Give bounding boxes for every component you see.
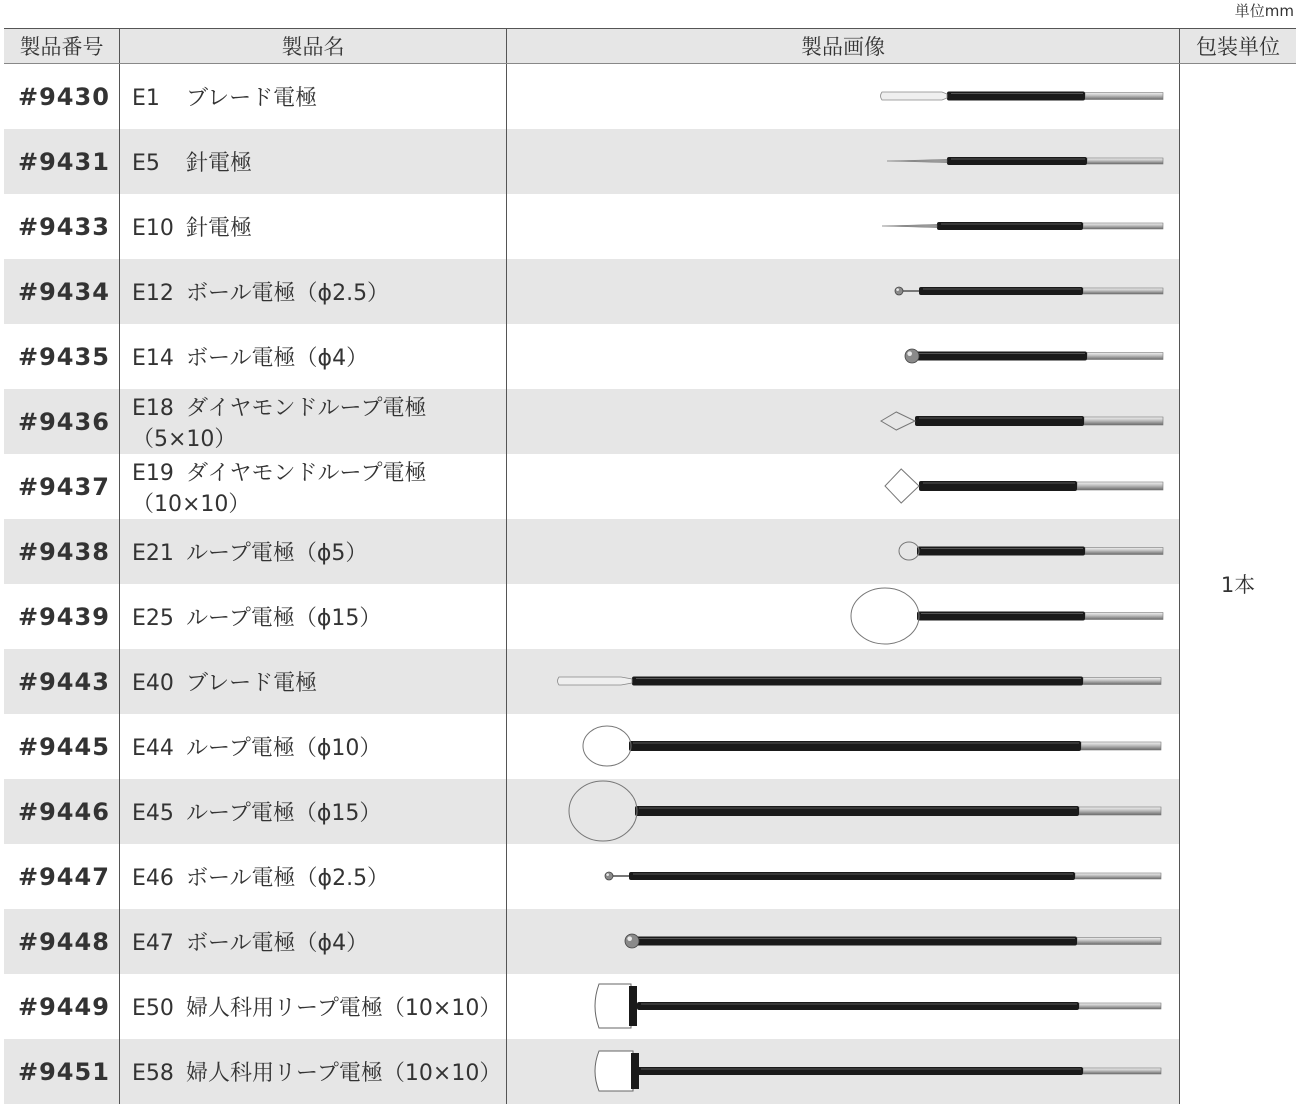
product-code: E50	[132, 996, 174, 1021]
electrode-shaft	[1083, 1068, 1161, 1074]
product-image-cell	[507, 714, 1180, 779]
product-image-cell	[507, 129, 1180, 194]
header-package: 包装単位	[1180, 29, 1297, 64]
product-image-cell	[507, 64, 1180, 130]
product-code: E40	[132, 671, 174, 696]
electrode-shaft	[1085, 548, 1163, 555]
product-code: E47	[132, 931, 174, 956]
electrode-image	[507, 1039, 1179, 1104]
product-name: 針電極	[186, 216, 253, 241]
table-row	[4, 389, 1296, 454]
product-number: #9438	[4, 519, 120, 584]
product-name: ボール電極（ϕ2.5）	[186, 866, 390, 891]
product-name: 針電極	[186, 151, 253, 176]
table-header-row	[4, 29, 1296, 64]
product-name: ループ電極（ϕ15）	[186, 606, 382, 631]
electrode-image	[507, 714, 1179, 779]
product-image-cell	[507, 519, 1180, 584]
header-image: 製品画像	[507, 29, 1180, 64]
electrode-handle	[637, 1067, 1083, 1075]
product-image-cell	[507, 1039, 1180, 1104]
product-name-cell	[120, 844, 507, 909]
table-body	[4, 64, 1296, 1105]
product-table	[4, 28, 1296, 1104]
header-number: 製品番号	[4, 29, 120, 64]
package-unit: 1本	[1180, 64, 1297, 1105]
product-name: ブレード電極	[186, 86, 318, 111]
electrode-image	[507, 974, 1179, 1039]
product-name: ダイヤモンドループ電極（5×10）	[132, 395, 427, 452]
product-image-cell	[507, 194, 1180, 259]
electrode-image	[507, 129, 1179, 194]
product-number: #9439	[4, 584, 120, 649]
table-row	[4, 844, 1296, 909]
electrode-handle	[917, 547, 1085, 556]
product-code: E14	[132, 346, 174, 371]
product-name: ループ電極（ϕ15）	[186, 801, 382, 826]
table-row	[4, 909, 1296, 974]
product-code: E12	[132, 281, 174, 306]
table-row	[4, 194, 1296, 259]
table-row	[4, 454, 1296, 519]
electrode-handle	[632, 677, 1083, 686]
electrode-shaft	[1087, 353, 1163, 360]
product-name-cell	[120, 259, 507, 324]
electrode-shaft	[1083, 223, 1163, 229]
product-name-cell	[120, 779, 507, 844]
electrode-tip	[882, 224, 937, 227]
table-row	[4, 649, 1296, 714]
electrode-handle	[917, 612, 1085, 621]
product-code: E19	[132, 460, 174, 486]
electrode-tip	[595, 1051, 639, 1091]
electrode-tip	[595, 984, 637, 1028]
electrode-tip	[885, 469, 919, 503]
table-row	[4, 129, 1296, 194]
electrode-tip	[851, 588, 919, 644]
product-name-cell	[120, 1039, 507, 1104]
electrode-shaft	[1077, 482, 1163, 490]
electrode-tip	[887, 159, 947, 162]
header-name: 製品名	[120, 29, 507, 64]
electrode-shaft	[1077, 938, 1161, 945]
product-number: #9445	[4, 714, 120, 779]
product-name-cell	[120, 584, 507, 649]
product-image-cell	[507, 909, 1180, 974]
electrode-tip	[881, 412, 915, 430]
electrode-image	[507, 909, 1179, 974]
electrode-tip	[605, 872, 629, 880]
product-number: #9431	[4, 129, 120, 194]
product-name: 婦人科用リープ電極（10×10）	[186, 1061, 502, 1086]
product-name: ダイヤモンドループ電極（10×10）	[132, 460, 427, 517]
electrode-shaft	[1085, 93, 1163, 100]
electrode-tip	[558, 677, 633, 685]
product-number: #9447	[4, 844, 120, 909]
product-code: E44	[132, 736, 174, 761]
product-name-cell	[120, 714, 507, 779]
product-image-cell	[507, 584, 1180, 649]
product-name: ループ電極（ϕ10）	[186, 736, 382, 761]
table-row	[4, 259, 1296, 324]
electrode-shaft	[1079, 807, 1161, 815]
electrode-tip	[899, 542, 919, 560]
product-image-cell	[507, 389, 1180, 454]
electrode-shaft	[1084, 417, 1163, 425]
product-code: E5	[132, 151, 160, 176]
product-number: #9446	[4, 779, 120, 844]
product-name: 婦人科用リープ電極（10×10）	[186, 996, 502, 1021]
table-row	[4, 779, 1296, 844]
electrode-image	[507, 584, 1179, 649]
product-code: E21	[132, 541, 174, 566]
electrode-handle	[947, 92, 1085, 101]
product-image-cell	[507, 779, 1180, 844]
product-name-cell	[120, 909, 507, 974]
product-code: E25	[132, 606, 174, 631]
product-image-cell	[507, 974, 1180, 1039]
product-code: E46	[132, 866, 174, 891]
electrode-handle	[937, 222, 1083, 230]
electrode-shaft	[1081, 742, 1161, 750]
product-name-cell	[120, 389, 507, 454]
product-number: #9430	[4, 64, 120, 130]
table-row	[4, 714, 1296, 779]
product-name: ボール電極（ϕ2.5）	[186, 281, 390, 306]
product-name-cell	[120, 974, 507, 1039]
electrode-handle	[629, 872, 1075, 880]
product-code: E18	[132, 395, 174, 421]
product-code: E58	[132, 1061, 174, 1086]
product-name: ボール電極（ϕ4）	[186, 931, 369, 956]
table-row	[4, 584, 1296, 649]
electrode-image	[507, 389, 1179, 454]
electrode-image	[507, 194, 1179, 259]
electrode-tip	[905, 349, 919, 363]
electrode-handle	[637, 1002, 1079, 1010]
product-number: #9433	[4, 194, 120, 259]
product-image-cell	[507, 649, 1180, 714]
product-name-cell	[120, 649, 507, 714]
unit-label: 単位mm	[1234, 2, 1294, 20]
product-image-cell	[507, 454, 1180, 519]
electrode-handle	[919, 287, 1083, 295]
product-number: #9436	[4, 389, 120, 454]
electrode-image	[507, 454, 1179, 519]
product-name-cell	[120, 324, 507, 389]
product-name: ブレード電極	[186, 671, 318, 696]
electrode-tip	[895, 287, 919, 295]
product-name-cell	[120, 194, 507, 259]
table-row	[4, 974, 1296, 1039]
electrode-tip	[881, 92, 948, 100]
product-name-cell	[120, 129, 507, 194]
product-number: #9437	[4, 454, 120, 519]
electrode-image	[507, 64, 1179, 129]
electrode-handle	[633, 937, 1077, 946]
electrode-image	[507, 519, 1179, 584]
electrode-handle	[947, 157, 1087, 165]
product-code: E1	[132, 86, 160, 111]
electrode-shaft	[1083, 288, 1163, 294]
electrode-image	[507, 649, 1179, 714]
electrode-image	[507, 324, 1179, 389]
product-name: ボール電極（ϕ4）	[186, 346, 369, 371]
product-image-cell	[507, 324, 1180, 389]
electrode-tip	[625, 934, 639, 948]
product-name-cell	[120, 454, 507, 519]
product-name: ループ電極（ϕ5）	[186, 541, 368, 566]
product-code: E45	[132, 801, 174, 826]
product-number: #9435	[4, 324, 120, 389]
electrode-tip	[569, 781, 637, 841]
product-number: #9451	[4, 1039, 120, 1104]
product-name-cell	[120, 519, 507, 584]
product-code: E10	[132, 216, 174, 241]
electrode-tip	[583, 726, 631, 766]
product-number: #9434	[4, 259, 120, 324]
product-image-cell	[507, 259, 1180, 324]
electrode-image	[507, 259, 1179, 324]
electrode-shaft	[1075, 873, 1161, 879]
product-number: #9449	[4, 974, 120, 1039]
electrode-image	[507, 844, 1179, 909]
table-row	[4, 64, 1296, 130]
electrode-shaft	[1083, 678, 1161, 685]
electrode-shaft	[1087, 158, 1163, 164]
electrode-shaft	[1079, 1003, 1161, 1009]
product-number: #9448	[4, 909, 120, 974]
product-image-cell	[507, 844, 1180, 909]
electrode-image	[507, 779, 1179, 844]
table-row	[4, 324, 1296, 389]
table-row	[4, 519, 1296, 584]
product-number: #9443	[4, 649, 120, 714]
product-name-cell	[120, 64, 507, 130]
electrode-handle	[913, 352, 1087, 361]
table-row	[4, 1039, 1296, 1104]
electrode-shaft	[1085, 613, 1163, 620]
